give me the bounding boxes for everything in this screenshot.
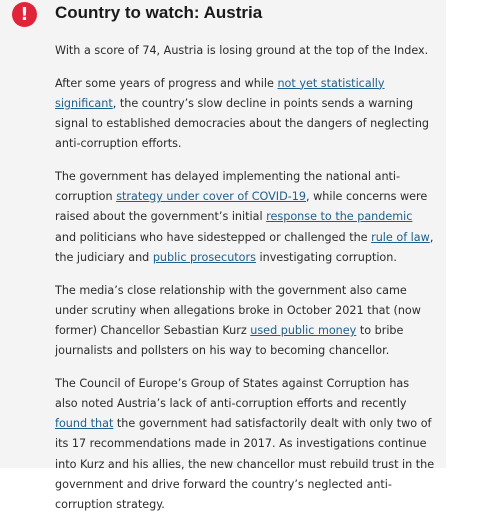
- paragraph: [55, 74, 435, 155]
- exclamation-alert-icon: !: [12, 2, 37, 27]
- paragraph-text: and politicians who have sidestepped or challenged the: [55, 230, 372, 244]
- inline-link[interactable]: rule of law: [371, 230, 430, 244]
- paragraph-text: The Council of Europe’s Group of States against Corruption has also noted Austria’s lack of anti-corruption efforts and recently: [55, 376, 410, 411]
- inline-link[interactable]: found that: [55, 417, 114, 431]
- paragraph: [55, 281, 435, 362]
- callout-body: [55, 41, 435, 528]
- paragraph-text: With a score of 74, Austria is losing ground at the top of the Index.: [55, 44, 429, 57]
- paragraph-text: , the country’s slow decline in points sends a warning signal to established democracies about the dangers of neglecting anti-corruption efforts.: [55, 96, 430, 151]
- inline-link[interactable]: used public money: [250, 323, 357, 337]
- callout-title: Country to watch: Austria: [55, 3, 263, 22]
- paragraph: [55, 167, 435, 268]
- paragraph-text: The government has delayed implementing the national anti-corruption: [55, 170, 401, 204]
- paragraph-text: the government had satisfactorily dealt with only two of its 17 recommendations made in 2017. As investigations continue into Kurz and his allies, the new chancellor must rebuild trust in the government and drive forward the country’s neglected anti-corruption strategy.: [55, 417, 435, 512]
- paragraph-text: to bribe journalists and pollsters on his way to becoming chancellor.: [55, 323, 404, 358]
- paragraph-text: After some years of progress and while: [55, 76, 278, 90]
- paragraph: [55, 374, 435, 515]
- paragraph-text: investigating corruption.: [255, 250, 397, 264]
- inline-link[interactable]: strategy under cover of COVID-19: [116, 190, 306, 204]
- inline-link[interactable]: not yet statistically significant: [55, 76, 385, 110]
- inline-link[interactable]: response to the pandemic: [266, 210, 413, 224]
- paragraph-text: , while concerns were raised about the government’s initial: [55, 190, 428, 224]
- inline-link[interactable]: public prosecutors: [152, 250, 256, 264]
- paragraph: [55, 41, 435, 61]
- paragraph-text: The media’s close relationship with the government also came under scrutiny when allegations broke in October 2021 that (now former) Chancellor Sebastian Kurz: [55, 283, 421, 337]
- paragraph-text: , the judiciary and: [55, 230, 434, 264]
